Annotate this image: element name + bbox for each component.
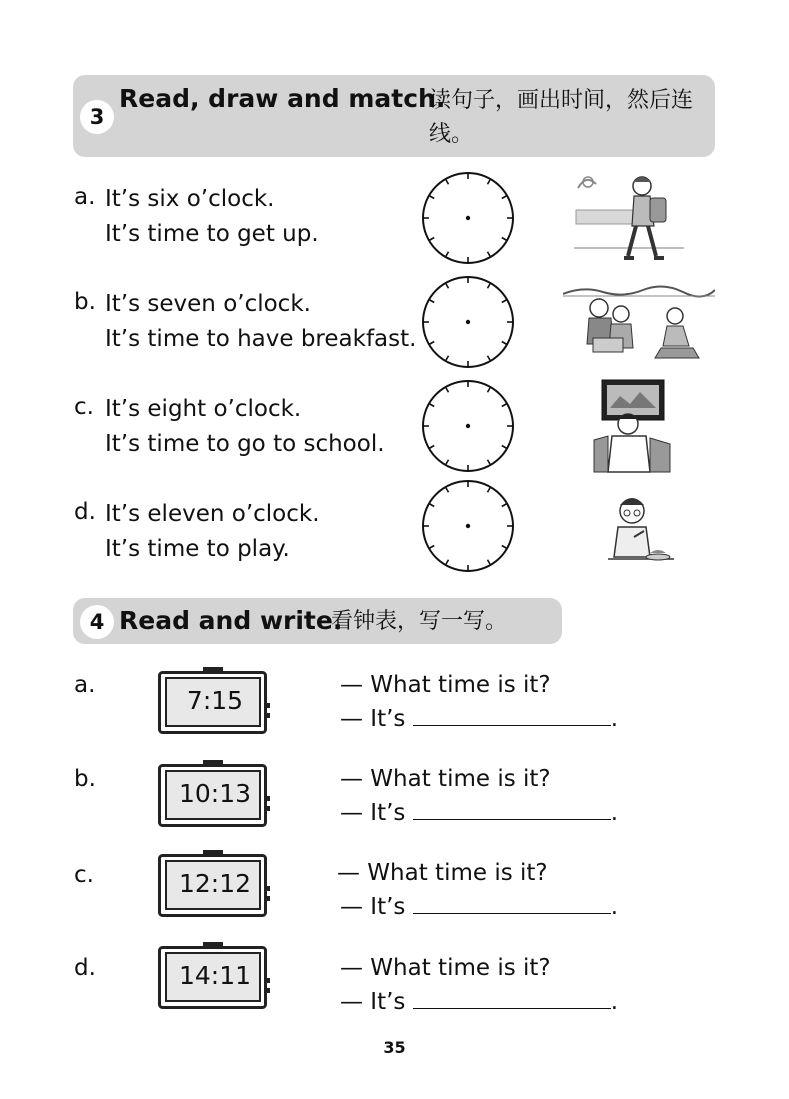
row-b-answer-blank[interactable] [413, 797, 611, 820]
row-c-answer-blank[interactable] [413, 891, 611, 914]
clock-center-dot [466, 320, 470, 324]
picture-boy-walking[interactable] [574, 168, 684, 268]
row-a-answer-blank[interactable] [413, 703, 611, 726]
digital-clock-d [158, 940, 272, 1012]
digital-clock-b [158, 758, 272, 830]
digital-clock-a-time: 7:15 [186, 685, 244, 715]
row-a-question: — What time is it? [340, 672, 551, 698]
row-a-answer [340, 703, 618, 734]
row-d-question: — What time is it? [340, 955, 551, 981]
row-a-answer-prefix: — It’s [340, 706, 406, 732]
digital-clock-a [158, 665, 272, 737]
item-c-letter: c. [74, 394, 94, 420]
clock-face-b[interactable] [420, 274, 516, 370]
clock-face-c[interactable] [420, 378, 516, 474]
item-b-letter: b. [74, 289, 96, 315]
row-b-letter: b. [74, 766, 96, 792]
section-4-number: 4 [80, 605, 114, 639]
item-c-line1: It’s eight o’clock. [105, 396, 302, 422]
page-number: 35 [383, 1038, 406, 1057]
section-4-title-cn: 看钟表，写一写。 [331, 609, 508, 634]
row-d-answer [340, 986, 618, 1017]
item-c-line2: It’s time to go to school. [105, 431, 385, 457]
clock-center-dot [466, 424, 470, 428]
row-c-answer [340, 891, 618, 922]
section-4-title-en: Read and write. [119, 606, 343, 635]
row-c-answer-end: . [610, 894, 619, 920]
item-a-line2: It’s time to get up. [105, 221, 319, 247]
section-3-title-cn: 读句子，画出时间，然后连线。 [429, 88, 694, 147]
digital-clock-c [158, 848, 272, 920]
row-c-question: — What time is it? [337, 860, 548, 886]
clock-face-a[interactable] [420, 170, 516, 266]
row-c-answer-prefix: — It’s [340, 894, 406, 920]
section-3-number: 3 [80, 100, 114, 134]
picture-children-playing[interactable] [563, 282, 715, 366]
digital-clock-d-time: 14:11 [178, 960, 252, 990]
item-b-line1: It’s seven o’clock. [105, 291, 311, 317]
clock-center-dot [466, 524, 470, 528]
item-d-letter: d. [74, 499, 96, 525]
item-d-line1: It’s eleven o’clock. [105, 501, 320, 527]
row-b-answer [340, 797, 618, 828]
row-d-answer-prefix: — It’s [340, 989, 406, 1015]
item-b-line2: It’s time to have breakfast. [105, 326, 417, 352]
row-b-answer-end: . [610, 800, 619, 826]
row-d-answer-blank[interactable] [413, 986, 611, 1009]
item-a-line1: It’s six o’clock. [105, 186, 275, 212]
row-b-answer-prefix: — It’s [340, 800, 406, 826]
row-b-question: — What time is it? [340, 766, 551, 792]
row-a-answer-end: . [610, 706, 619, 732]
row-a-letter: a. [74, 672, 96, 698]
row-d-letter: d. [74, 955, 96, 981]
picture-boy-breakfast[interactable] [604, 493, 676, 573]
section-3-title-en: Read, draw and match. [119, 84, 446, 113]
clock-face-d[interactable] [420, 478, 516, 574]
digital-clock-c-time: 12:12 [178, 868, 252, 898]
digital-clock-b-time: 10:13 [178, 778, 252, 808]
item-a-letter: a. [74, 184, 96, 210]
row-d-answer-end: . [610, 989, 619, 1015]
picture-man-tv[interactable] [590, 378, 674, 476]
clock-center-dot [466, 216, 470, 220]
row-c-letter: c. [74, 862, 94, 888]
item-d-line2: It’s time to play. [105, 536, 290, 562]
